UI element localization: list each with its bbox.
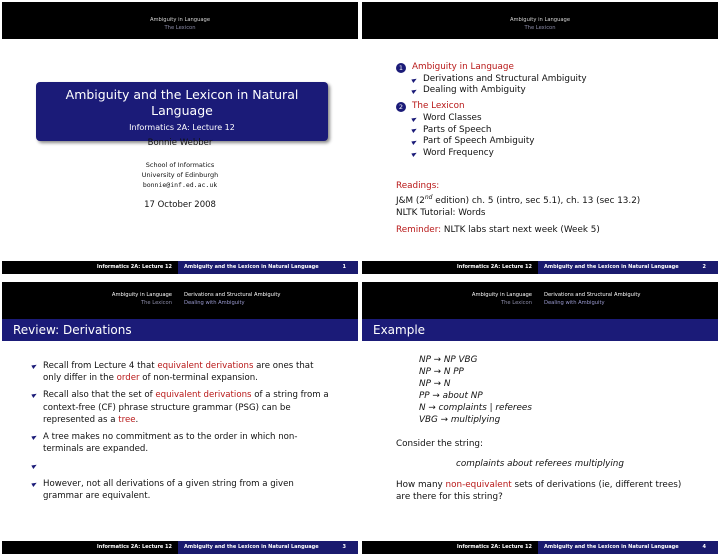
readings-label: Readings: <box>396 181 440 191</box>
title-block <box>36 82 328 141</box>
readings-text: edition) ch. 5 (intro, sec 5.1), ch. 13 (sec 13.2) <box>432 195 641 206</box>
section-number-badge: 2 <box>396 102 406 112</box>
grammar-rules <box>419 355 532 426</box>
bullet-triangle-icon <box>31 481 37 487</box>
footer-short-title: Informatics 2A: Lecture 12 <box>456 544 532 550</box>
outline-subsection-label: Derivations and Structural Ambiguity <box>423 73 587 84</box>
bullet-triangle-icon <box>411 116 417 122</box>
slide-header <box>2 282 358 319</box>
grammar-rule: VBG → multiplying <box>419 414 501 425</box>
header-subsection-2[interactable]: Dealing with Ambiguity <box>544 300 605 306</box>
text: Recall from Lecture 4 that <box>43 361 158 371</box>
bullet-triangle-icon <box>31 392 37 398</box>
list-item-text: However, not all derivations of a given string from a given grammar are equivalent. <box>43 478 294 501</box>
page-number: 3 <box>342 544 346 550</box>
bullet-triangle-icon <box>411 88 417 94</box>
outline-subsection[interactable] <box>396 125 587 137</box>
grammar-rule: NP → N PP <box>419 366 464 377</box>
slide-header <box>2 2 358 39</box>
outline-section-2[interactable] <box>396 101 587 113</box>
text: of a string from a context-free (CF) phrase structure grammar (PSG) can be represented as a <box>43 390 329 425</box>
header-section-2: The Lexicon <box>164 25 196 31</box>
outline-section-title: Ambiguity in Language <box>412 62 514 72</box>
bullet-triangle-icon <box>411 77 417 83</box>
list-item <box>32 431 332 455</box>
list-item-empty <box>32 460 332 472</box>
header-section-1: Ambiguity in Language <box>149 17 211 23</box>
outline-subsection[interactable] <box>396 85 587 97</box>
readings-superscript: nd <box>424 194 433 201</box>
text: . <box>135 414 139 425</box>
text: sets of derivations (ie, different trees) are there for this string? <box>396 480 682 503</box>
highlight: non-equivalent <box>445 480 512 490</box>
email: bonnie@inf.ed.ac.uk <box>142 181 218 189</box>
bullet-triangle-icon <box>411 139 417 145</box>
university: University of Edinburgh <box>141 171 219 179</box>
list-item-text: A tree makes no commitment as to the order in which non-terminals are expanded. <box>43 432 298 455</box>
outline-subsection-label: Dealing with Ambiguity <box>423 85 526 96</box>
header-section-1[interactable]: Ambiguity in Language <box>471 292 532 298</box>
list-item <box>32 478 332 502</box>
slide-footer <box>2 261 358 274</box>
header-section-2: The Lexicon <box>524 25 556 31</box>
presentation-title: Ambiguity and the Lexicon in Natural Language <box>65 87 299 118</box>
footer-long-title: Ambiguity and the Lexicon in Natural Language <box>184 544 319 550</box>
highlight: order <box>116 373 140 384</box>
author: Bonnie Webber <box>147 138 213 148</box>
footer-short-title: Informatics 2A: Lecture 12 <box>96 544 172 550</box>
grammar-rule: NP → N <box>419 378 451 389</box>
outline-subsection-label: Word Classes <box>423 112 482 123</box>
date: 17 October 2008 <box>144 200 216 210</box>
readings-block <box>396 180 640 236</box>
slide-header <box>362 282 718 319</box>
list-item <box>32 389 332 426</box>
header-section-2[interactable]: The Lexicon <box>500 300 532 306</box>
outline-section-title: The Lexicon <box>412 101 465 112</box>
bullet-triangle-icon <box>411 151 417 157</box>
outline-subsection[interactable] <box>396 74 587 86</box>
reminder <box>396 224 640 236</box>
bullet-triangle-icon <box>31 463 37 469</box>
slide-footer <box>362 261 718 274</box>
footer-long-title: Ambiguity and the Lexicon in Natural Language <box>544 544 679 550</box>
header-section-1[interactable]: Ambiguity in Language <box>111 292 172 298</box>
list-item <box>32 360 332 384</box>
text: Recall also that the set of <box>43 390 156 401</box>
frame-title: Example <box>362 319 718 341</box>
footer-short-title: Informatics 2A: Lecture 12 <box>456 264 532 270</box>
highlight: equivalent derivations <box>157 361 254 371</box>
page-number: 1 <box>342 264 346 270</box>
text: of non-terminal expansion. <box>139 373 258 384</box>
page-number: 4 <box>702 544 706 550</box>
footer-short-title: Informatics 2A: Lecture 12 <box>96 264 172 270</box>
grammar-rule: N → complaints | referees <box>419 402 532 413</box>
bullet-triangle-icon <box>31 363 37 369</box>
grammar-rule: PP → about NP <box>419 390 483 401</box>
presentation-subtitle: Informatics 2A: Lecture 12 <box>129 123 235 132</box>
outline-subsection-label: Part of Speech Ambiguity <box>423 136 535 147</box>
school: School of Informatics <box>145 161 215 169</box>
text: How many <box>396 480 446 490</box>
reminder-label: Reminder: <box>396 224 442 235</box>
highlight: equivalent derivations <box>155 390 252 401</box>
slide-3-review-derivations <box>2 282 358 554</box>
example-string: complaints about referees multiplying <box>456 459 624 469</box>
readings-line-2: NLTK Tutorial: Words <box>396 207 486 218</box>
reminder-text: NLTK labs start next week (Week 5) <box>441 224 600 235</box>
grammar-rule: NP → NP VBG <box>419 355 478 365</box>
header-section-2[interactable]: The Lexicon <box>140 300 172 306</box>
outline-subsection-label: Parts of Speech <box>423 124 492 135</box>
outline-subsection[interactable] <box>396 113 587 125</box>
header-subsection-1[interactable]: Derivations and Structural Ambiguity <box>544 292 641 298</box>
outline-subsection[interactable] <box>396 136 587 148</box>
bullet-triangle-icon <box>411 127 417 133</box>
bullet-list <box>32 360 332 507</box>
slide-footer <box>2 541 358 554</box>
consider-text: Consider the string: <box>396 439 483 449</box>
text: are ones that only differ in the <box>43 361 314 384</box>
section-number-badge: 1 <box>396 63 406 73</box>
institution <box>2 160 358 190</box>
header-section-1: Ambiguity in Language <box>509 17 571 23</box>
bullet-triangle-icon <box>31 434 37 440</box>
slide-header <box>362 2 718 39</box>
readings-line-1 <box>396 192 640 207</box>
slide-2-outline <box>362 2 718 274</box>
page-number: 2 <box>702 264 706 270</box>
question <box>396 479 696 503</box>
slide-footer <box>362 541 718 554</box>
outline-subsection-label: Word Frequency <box>423 147 494 158</box>
footer-long-title: Ambiguity and the Lexicon in Natural Language <box>184 264 319 270</box>
frame-title: Review: Derivations <box>2 319 358 341</box>
footer-long-title: Ambiguity and the Lexicon in Natural Language <box>544 264 679 270</box>
readings-text: J&M (2 <box>396 195 425 206</box>
slide-1-title <box>2 2 358 274</box>
highlight: tree <box>118 414 136 425</box>
header-subsection-2[interactable]: Dealing with Ambiguity <box>184 300 245 306</box>
outline-subsection[interactable] <box>396 148 587 160</box>
header-subsection-1[interactable]: Derivations and Structural Ambiguity <box>184 292 281 298</box>
outline <box>396 62 587 160</box>
outline-section-1[interactable] <box>396 62 587 74</box>
slide-4-example <box>362 282 718 554</box>
